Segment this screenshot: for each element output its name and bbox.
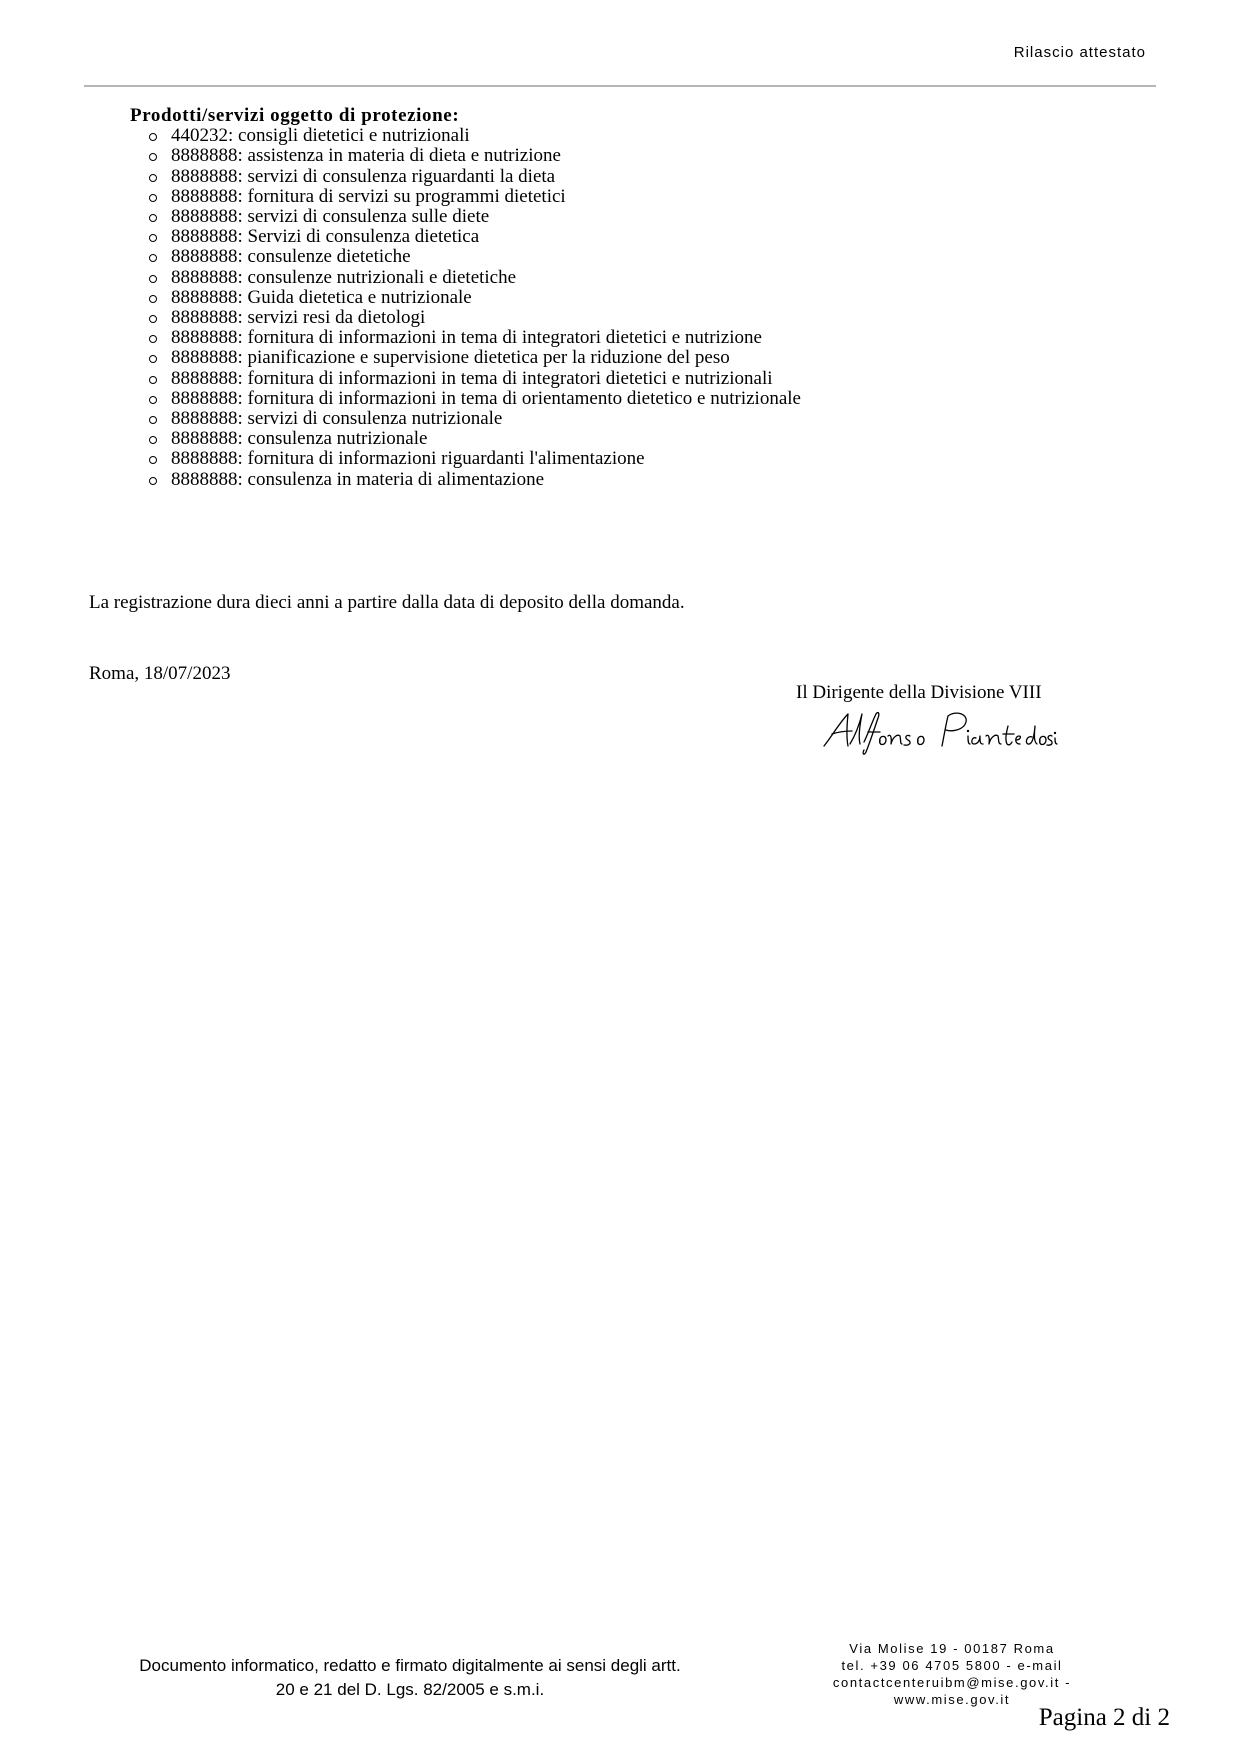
list-item bbox=[149, 207, 801, 227]
list-item bbox=[149, 389, 801, 409]
circle-bullet-icon bbox=[149, 335, 157, 343]
products-section bbox=[130, 106, 801, 490]
list-item-text: 8888888: servizi resi da dietologi bbox=[171, 307, 426, 329]
circle-bullet-icon bbox=[149, 214, 157, 222]
list-item bbox=[149, 328, 801, 348]
header-divider bbox=[84, 85, 1156, 87]
page-number: Pagina 2 di 2 bbox=[1038, 1704, 1170, 1731]
list-item bbox=[149, 449, 801, 469]
signer-title: Il Dirigente della Divisione VIII bbox=[796, 682, 1042, 703]
products-list bbox=[130, 126, 801, 490]
list-item-text: 8888888: fornitura di servizi su programmi dietetici bbox=[171, 185, 566, 207]
handwritten-signature bbox=[818, 706, 1058, 756]
circle-bullet-icon bbox=[149, 174, 157, 182]
list-item-text: 8888888: Servizi di consulenza dietetica bbox=[171, 226, 480, 248]
footer-address-line: tel. +39 06 4705 5800 - e-mail bbox=[841, 1658, 1063, 1673]
list-item-text: 8888888: fornitura di informazioni in tema di integratori dietetici e nutrizionali bbox=[171, 367, 773, 389]
circle-bullet-icon bbox=[149, 477, 157, 485]
circle-bullet-icon bbox=[149, 416, 157, 424]
list-item bbox=[149, 308, 801, 328]
list-item bbox=[149, 227, 801, 247]
list-item-text: 8888888: pianificazione e supervisione dietetica per la riduzione del peso bbox=[171, 347, 730, 369]
list-item-text: 8888888: fornitura di informazioni in tema di orientamento dietetico e nutrizionale bbox=[171, 387, 801, 409]
footer-address-line: Via Molise 19 - 00187 Roma bbox=[849, 1641, 1055, 1656]
list-item bbox=[149, 288, 801, 308]
list-item-text: 8888888: fornitura di informazioni in tema di integratori dietetici e nutrizione bbox=[171, 327, 762, 349]
list-item-text: 8888888: consulenza in materia di alimentazione bbox=[171, 468, 545, 490]
list-item-text: 8888888: fornitura di informazioni riguardanti l'alimentazione bbox=[171, 448, 645, 470]
footer-legal-line: Documento informatico, redatto e firmato digitalmente ai sensi degli artt. bbox=[139, 1656, 681, 1675]
products-heading: Prodotti/servizi oggetto di protezione: bbox=[130, 105, 460, 126]
circle-bullet-icon bbox=[149, 315, 157, 323]
list-item bbox=[149, 167, 801, 187]
footer-address bbox=[820, 1640, 1084, 1708]
footer-legal-note bbox=[84, 1654, 736, 1702]
circle-bullet-icon bbox=[149, 396, 157, 404]
list-item-text: 8888888: servizi di consulenza nutrizionale bbox=[171, 408, 503, 430]
list-item-text: 8888888: servizi di consulenza riguardanti la dieta bbox=[171, 165, 556, 187]
list-item bbox=[149, 348, 801, 368]
list-item bbox=[149, 470, 801, 490]
list-item bbox=[149, 126, 801, 146]
circle-bullet-icon bbox=[149, 275, 157, 283]
list-item bbox=[149, 146, 801, 166]
list-item-text: 8888888: consulenza nutrizionale bbox=[171, 428, 428, 450]
list-item-text: 440232: consigli dietetici e nutrizionali bbox=[171, 125, 470, 147]
footer-address-line: contactcenteruibm@mise.gov.it - bbox=[832, 1675, 1072, 1690]
circle-bullet-icon bbox=[149, 153, 157, 161]
circle-bullet-icon bbox=[149, 254, 157, 262]
list-item bbox=[149, 268, 801, 288]
circle-bullet-icon bbox=[149, 234, 157, 242]
list-item bbox=[149, 429, 801, 449]
list-item bbox=[149, 409, 801, 429]
circle-bullet-icon bbox=[149, 133, 157, 141]
registration-duration-text: La registrazione dura dieci anni a partire dalla data di deposito della domanda. bbox=[89, 592, 685, 613]
list-item-text: 8888888: consulenze nutrizionali e dietetiche bbox=[171, 266, 517, 288]
circle-bullet-icon bbox=[149, 436, 157, 444]
list-item-text: 8888888: servizi di consulenza sulle diete bbox=[171, 206, 490, 228]
header-title: Rilascio attestato bbox=[1013, 44, 1146, 61]
list-item-text: 8888888: assistenza in materia di dieta e nutrizione bbox=[171, 145, 561, 167]
list-item-text: 8888888: Guida dietetica e nutrizionale bbox=[171, 286, 472, 308]
circle-bullet-icon bbox=[149, 194, 157, 202]
date-line: Roma, 18/07/2023 bbox=[89, 663, 231, 684]
circle-bullet-icon bbox=[149, 376, 157, 384]
list-item bbox=[149, 187, 801, 207]
circle-bullet-icon bbox=[149, 355, 157, 363]
footer-address-line: www.mise.gov.it bbox=[893, 1692, 1011, 1707]
list-item bbox=[149, 247, 801, 267]
list-item-text: 8888888: consulenze dietetiche bbox=[171, 246, 411, 268]
circle-bullet-icon bbox=[149, 456, 157, 464]
circle-bullet-icon bbox=[149, 295, 157, 303]
footer-legal-line: 20 e 21 del D. Lgs. 82/2005 e s.m.i. bbox=[275, 1680, 545, 1699]
list-item bbox=[149, 369, 801, 389]
